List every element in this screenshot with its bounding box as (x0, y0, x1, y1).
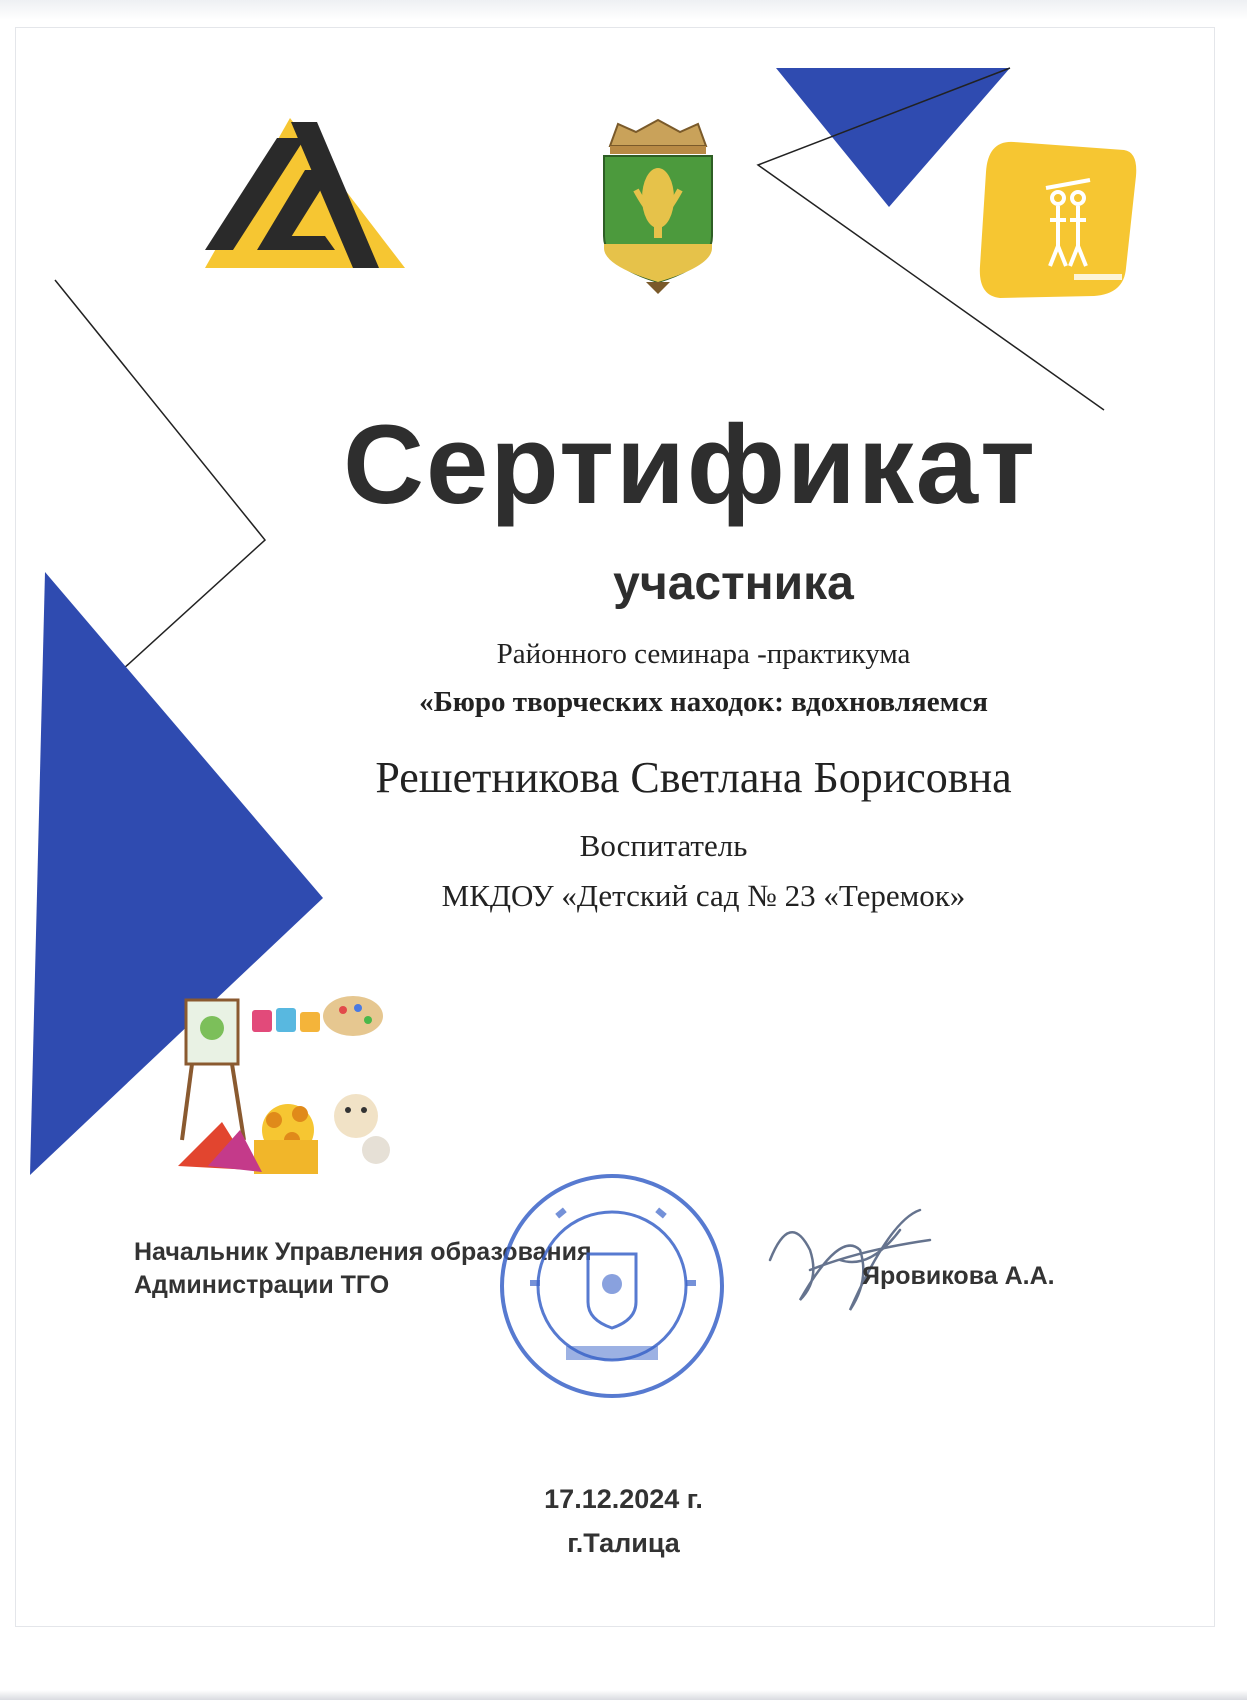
scan-edge-bottom (0, 1690, 1247, 1700)
certificate-subtitle: участника (613, 557, 854, 610)
handwritten-signature (750, 1190, 940, 1330)
yellow-org-logo (974, 136, 1142, 302)
art-supplies-clipart (178, 990, 408, 1180)
participant-organization: МКДОУ «Детский сад № 23 «Теремок» (441, 878, 966, 913)
event-title: «Бюро творческих находок: вдохновляемся (419, 686, 988, 718)
coat-of-arms-icon (596, 116, 720, 294)
signatory-title-line1: Начальник Управления образования (134, 1238, 592, 1266)
participant-position: Воспитатель (579, 828, 748, 863)
signatory-name: Яровикова А.А. (862, 1262, 1055, 1290)
participant-name: Решетникова Светлана Борисовна (375, 753, 1012, 802)
certificate-title: Сертификат (343, 402, 1037, 527)
issue-date: 17.12.2024 г. (544, 1484, 703, 1514)
official-seal (496, 1170, 728, 1402)
issue-city: г.Талица (567, 1528, 680, 1558)
triangle-logo (205, 118, 405, 268)
signatory-title-line2: Администрации ТГО (134, 1271, 390, 1299)
event-type: Районного семинара -практикума (496, 638, 911, 670)
